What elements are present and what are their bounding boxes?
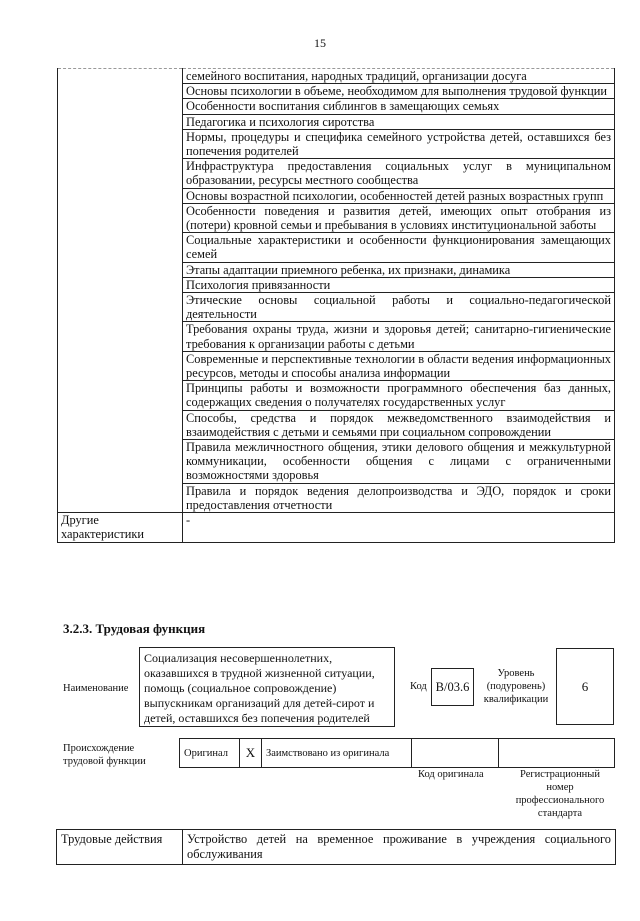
actions-label: Трудовые действия [57, 830, 183, 865]
origin-label: Происхождение трудовой функции [63, 743, 146, 767]
knowledge-item: Особенности поведения и развития детей, имеющих опыт отобрания из (потери) кровной семьи и пребывания в условиях институциональной заботы [183, 203, 615, 232]
other-characteristics-label: Другие характеристики [58, 513, 183, 542]
reg-number-caption: Регистрационный номер профессионального стандарта [515, 769, 605, 819]
code-label: Код [410, 681, 427, 692]
knowledge-item: Этапы адаптации приемного ребенка, их признаки, динамика [183, 262, 615, 277]
page-number: 15 [314, 36, 326, 50]
origin-row [179, 738, 615, 768]
knowledge-left-cell [58, 69, 183, 513]
original-mark: X [239, 738, 261, 768]
knowledge-item: Особенности воспитания сиблингов в замещающих семьях [183, 99, 615, 114]
knowledge-item: Основы возрастной психологии, особенностей детей разных возрастных групп [183, 188, 615, 203]
function-name-value: Социализация несовершеннолетних, оказавшихся в трудной жизненной ситуации, помощь (социальное сопровождение) выпускникам организаций для детей-сирот и детей, оставшихся без попечения родителей [139, 647, 395, 727]
original-code-cell [411, 738, 498, 768]
code-value: B/03.6 [431, 668, 474, 706]
knowledge-item: Правила межличностного общения, этики делового общения и межкультурной коммуникации, особенности общения с лицами с ограниченными возможностями здоровья [183, 440, 615, 484]
knowledge-item: Педагогика и психология сиротства [183, 114, 615, 129]
knowledge-item: Правила и порядок ведения делопроизводства и ЭДО, порядок и сроки предоставления отчетности [183, 483, 615, 512]
knowledge-item: Этические основы социальной работы и социально-педагогической деятельности [183, 293, 615, 322]
knowledge-table [57, 68, 615, 543]
knowledge-item: Современные и перспективные технологии в области ведения информационных ресурсов, методы и способы анализа информации [183, 351, 615, 380]
knowledge-item: Инфраструктура предоставления социальных услуг в муниципальном образовании, ресурсы местного сообщества [183, 159, 615, 188]
reg-number-cell [498, 738, 615, 768]
original-code-caption: Код оригинала [418, 769, 484, 780]
knowledge-item: Принципы работы и возможности программного обеспечения баз данных, содержащих сведения о получателях государственных услуг [183, 381, 615, 410]
borrowed-label: Заимствовано из оригинала [261, 738, 411, 768]
other-characteristics-value: - [183, 513, 615, 542]
level-value: 6 [556, 648, 614, 725]
knowledge-item: Социальные характеристики и особенности функционирования замещающих семей [183, 233, 615, 262]
actions-table [56, 829, 616, 865]
original-label: Оригинал [179, 738, 239, 768]
knowledge-item: Требования охраны труда, жизни и здоровья детей; санитарно-гигиенические требования к организации работы с детьми [183, 322, 615, 351]
knowledge-item: Основы психологии в объеме, необходимом для выполнения трудовой функции [183, 84, 615, 99]
function-name-label: Наименование [63, 683, 129, 694]
knowledge-item: семейного воспитания, народных традиций, организации досуга [183, 69, 615, 84]
level-label: Уровень (подуровень) квалификации [483, 668, 549, 705]
action-item: Устройство детей на временное проживание в учреждения социального обслуживания [183, 830, 616, 865]
knowledge-item: Нормы, процедуры и специфика семейного устройства детей, оставшихся без попечения родителей [183, 129, 615, 158]
knowledge-item: Психология привязанности [183, 277, 615, 292]
section-title: 3.2.3. Трудовая функция [63, 621, 206, 636]
knowledge-item: Способы, средства и порядок межведомственного взаимодействия и взаимодействия с детьми и семьями при социальном сопровождении [183, 410, 615, 439]
